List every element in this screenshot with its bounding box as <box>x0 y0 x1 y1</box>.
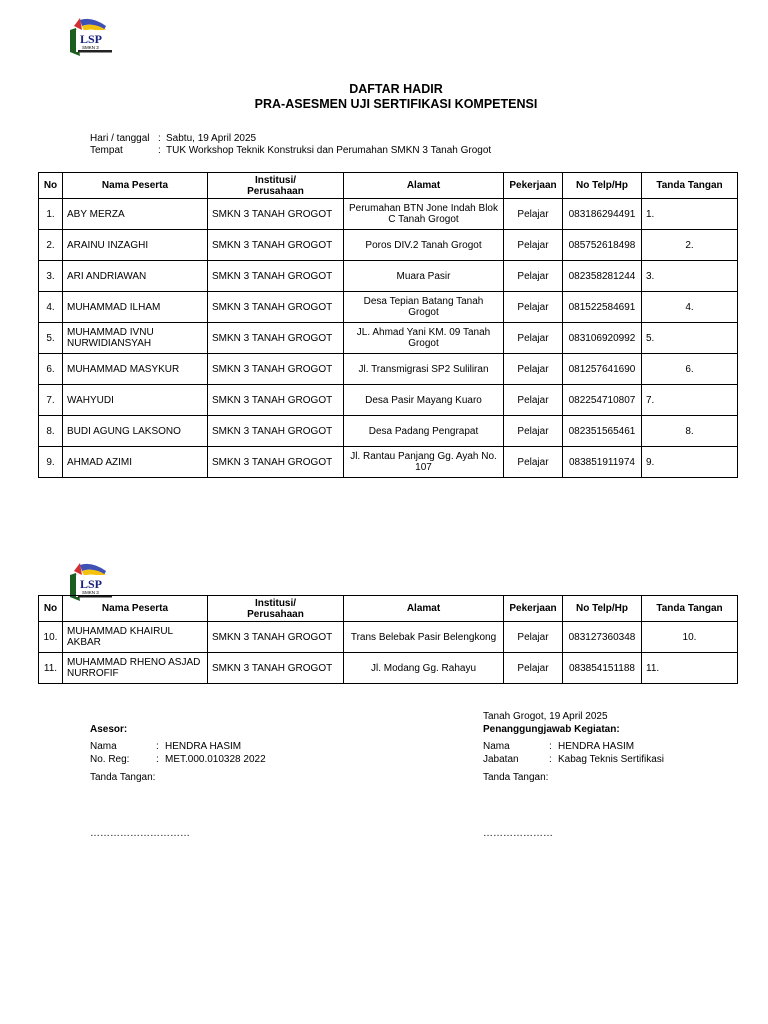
phone-number: 083851911974 <box>563 447 642 478</box>
participant-name: MUHAMMAD KHAIRUL AKBAR <box>63 622 208 653</box>
participant-name: WAHYUDI <box>63 385 208 416</box>
address: Jl. Rantau Panjang Gg. Ayah No. 107 <box>344 447 504 478</box>
occupation: Pelajar <box>504 385 563 416</box>
table-row <box>39 447 738 478</box>
institution: SMKN 3 TANAH GROGOT <box>208 199 344 230</box>
phone-number: 081522584691 <box>563 292 642 323</box>
phone-number: 083186294491 <box>563 199 642 230</box>
row-number: 9. <box>39 447 63 478</box>
signature-cell: 5. <box>642 323 738 354</box>
participant-name: BUDI AGUNG LAKSONO <box>63 416 208 447</box>
address: Poros DIV.2 Tanah Grogot <box>344 230 504 261</box>
occupation: Pelajar <box>504 292 563 323</box>
table-row <box>39 416 738 447</box>
address: Desa Pasir Mayang Kuaro <box>344 385 504 416</box>
lsp-logo <box>66 16 116 58</box>
signature-cell: 1. <box>642 199 738 230</box>
signature-cell: 8. <box>642 416 738 447</box>
occupation: Pelajar <box>504 354 563 385</box>
row-number: 5. <box>39 323 63 354</box>
svg-text:LSP: LSP <box>80 32 103 46</box>
assessor-heading: Asesor: <box>90 724 128 735</box>
occupation: Pelajar <box>504 653 563 684</box>
responsible-sign-label: Tanda Tangan: <box>483 772 549 783</box>
phone-number: 082351565461 <box>563 416 642 447</box>
responsible-position: Jabatan : Kabag Teknis Sertifikasi <box>483 754 664 765</box>
address: Trans Belebak Pasir Belengkong <box>344 622 504 653</box>
signature-cell: 4. <box>642 292 738 323</box>
document-title: DAFTAR HADIR <box>349 82 443 96</box>
responsible-name: Nama : HENDRA HASIM <box>483 741 635 752</box>
signature-cell: 2. <box>642 230 738 261</box>
participant-name: AHMAD AZIMI <box>63 447 208 478</box>
attendance-table <box>38 172 738 478</box>
occupation: Pelajar <box>504 323 563 354</box>
signature-cell: 9. <box>642 447 738 478</box>
institution: SMKN 3 TANAH GROGOT <box>208 385 344 416</box>
participant-name: ARAINU INZAGHI <box>63 230 208 261</box>
place-value: TUK Workshop Teknik Konstruksi dan Perumahan SMKN 3 Tanah Grogot <box>166 145 492 156</box>
assessor-sign-label: Tanda Tangan: <box>90 772 156 783</box>
table-row <box>39 323 738 354</box>
row-number: 1. <box>39 199 63 230</box>
svg-text:SMKN 3: SMKN 3 <box>82 45 99 50</box>
occupation: Pelajar <box>504 199 563 230</box>
phone-number: 081257641690 <box>563 354 642 385</box>
institution: SMKN 3 TANAH GROGOT <box>208 354 344 385</box>
address: Muara Pasir <box>344 261 504 292</box>
signature-cell: 7. <box>642 385 738 416</box>
table-header-row: No Nama Peserta Institusi/ Perusahaan Alamat Pekerjaan No Telp/Hp Tanda Tangan <box>39 173 738 199</box>
participant-name: MUHAMMAD RHENO ASJAD NURROFIF <box>63 653 208 684</box>
table-row <box>39 261 738 292</box>
phone-number: 082254710807 <box>563 385 642 416</box>
signature-cell: 6. <box>642 354 738 385</box>
document-subtitle: PRA-ASESMEN UJI SERTIFIKASI KOMPETENSI <box>254 97 538 111</box>
occupation: Pelajar <box>504 416 563 447</box>
row-number: 10. <box>39 622 63 653</box>
phone-number: 083106920992 <box>563 323 642 354</box>
participant-name: ARI ANDRIAWAN <box>63 261 208 292</box>
occupation: Pelajar <box>504 447 563 478</box>
svg-text:LSP: LSP <box>80 577 103 591</box>
signature-cell: 11. <box>642 653 738 684</box>
table-row <box>39 230 738 261</box>
row-number: 2. <box>39 230 63 261</box>
table-header-row: No Nama Peserta Institusi/ Perusahaan Alamat Pekerjaan No Telp/Hp Tanda Tangan <box>39 596 738 622</box>
phone-number: 085752618498 <box>563 230 642 261</box>
phone-number: 083854151188 <box>563 653 642 684</box>
participant-name: MUHAMMAD MASYKUR <box>63 354 208 385</box>
institution: SMKN 3 TANAH GROGOT <box>208 653 344 684</box>
responsible-sign-line: ………………… <box>483 828 553 839</box>
institution: SMKN 3 TANAH GROGOT <box>208 622 344 653</box>
address: Jl. Transmigrasi SP2 Suliliran <box>344 354 504 385</box>
date-info: Hari / tanggal : Sabtu, 19 April 2025 <box>90 133 257 144</box>
institution: SMKN 3 TANAH GROGOT <box>208 447 344 478</box>
place-info: Tempat : TUK Workshop Teknik Konstruksi dan Perumahan SMKN 3 Tanah Grogot <box>90 145 492 156</box>
address: Jl. Modang Gg. Rahayu <box>344 653 504 684</box>
responsible-heading: Penanggungjawab Kegiatan: <box>483 724 620 735</box>
assessor-name: Nama : HENDRA HASIM <box>90 741 242 752</box>
table-row <box>39 653 738 684</box>
occupation: Pelajar <box>504 261 563 292</box>
address: Desa Tepian Batang Tanah Grogot <box>344 292 504 323</box>
date-value: Sabtu, 19 April 2025 <box>166 133 257 144</box>
row-number: 3. <box>39 261 63 292</box>
institution: SMKN 3 TANAH GROGOT <box>208 292 344 323</box>
row-number: 4. <box>39 292 63 323</box>
institution: SMKN 3 TANAH GROGOT <box>208 261 344 292</box>
table-row <box>39 622 738 653</box>
address: Desa Padang Pengrapat <box>344 416 504 447</box>
phone-number: 083127360348 <box>563 622 642 653</box>
svg-text:SMKN 3: SMKN 3 <box>82 590 99 595</box>
signature-cell: 3. <box>642 261 738 292</box>
row-number: 8. <box>39 416 63 447</box>
row-number: 6. <box>39 354 63 385</box>
assessor-reg: No. Reg: : MET.000.010328 2022 <box>90 754 266 765</box>
place-date: Tanah Grogot, 19 April 2025 <box>483 711 608 722</box>
row-number: 11. <box>39 653 63 684</box>
institution: SMKN 3 TANAH GROGOT <box>208 323 344 354</box>
table-row <box>39 292 738 323</box>
institution: SMKN 3 TANAH GROGOT <box>208 230 344 261</box>
attendance-table-continued <box>38 595 738 684</box>
address: JL. Ahmad Yani KM. 09 Tanah Grogot <box>344 323 504 354</box>
table-row <box>39 199 738 230</box>
participant-name: ABY MERZA <box>63 199 208 230</box>
occupation: Pelajar <box>504 622 563 653</box>
row-number: 7. <box>39 385 63 416</box>
table-row <box>39 354 738 385</box>
institution: SMKN 3 TANAH GROGOT <box>208 416 344 447</box>
signature-cell: 10. <box>642 622 738 653</box>
occupation: Pelajar <box>504 230 563 261</box>
participant-name: MUHAMMAD IVNU NURWIDIANSYAH <box>63 323 208 354</box>
assessor-sign-line: ………………………… <box>90 828 190 839</box>
table-row <box>39 385 738 416</box>
participant-name: MUHAMMAD ILHAM <box>63 292 208 323</box>
address: Perumahan BTN Jone Indah Blok C Tanah Grogot <box>344 199 504 230</box>
phone-number: 082358281244 <box>563 261 642 292</box>
